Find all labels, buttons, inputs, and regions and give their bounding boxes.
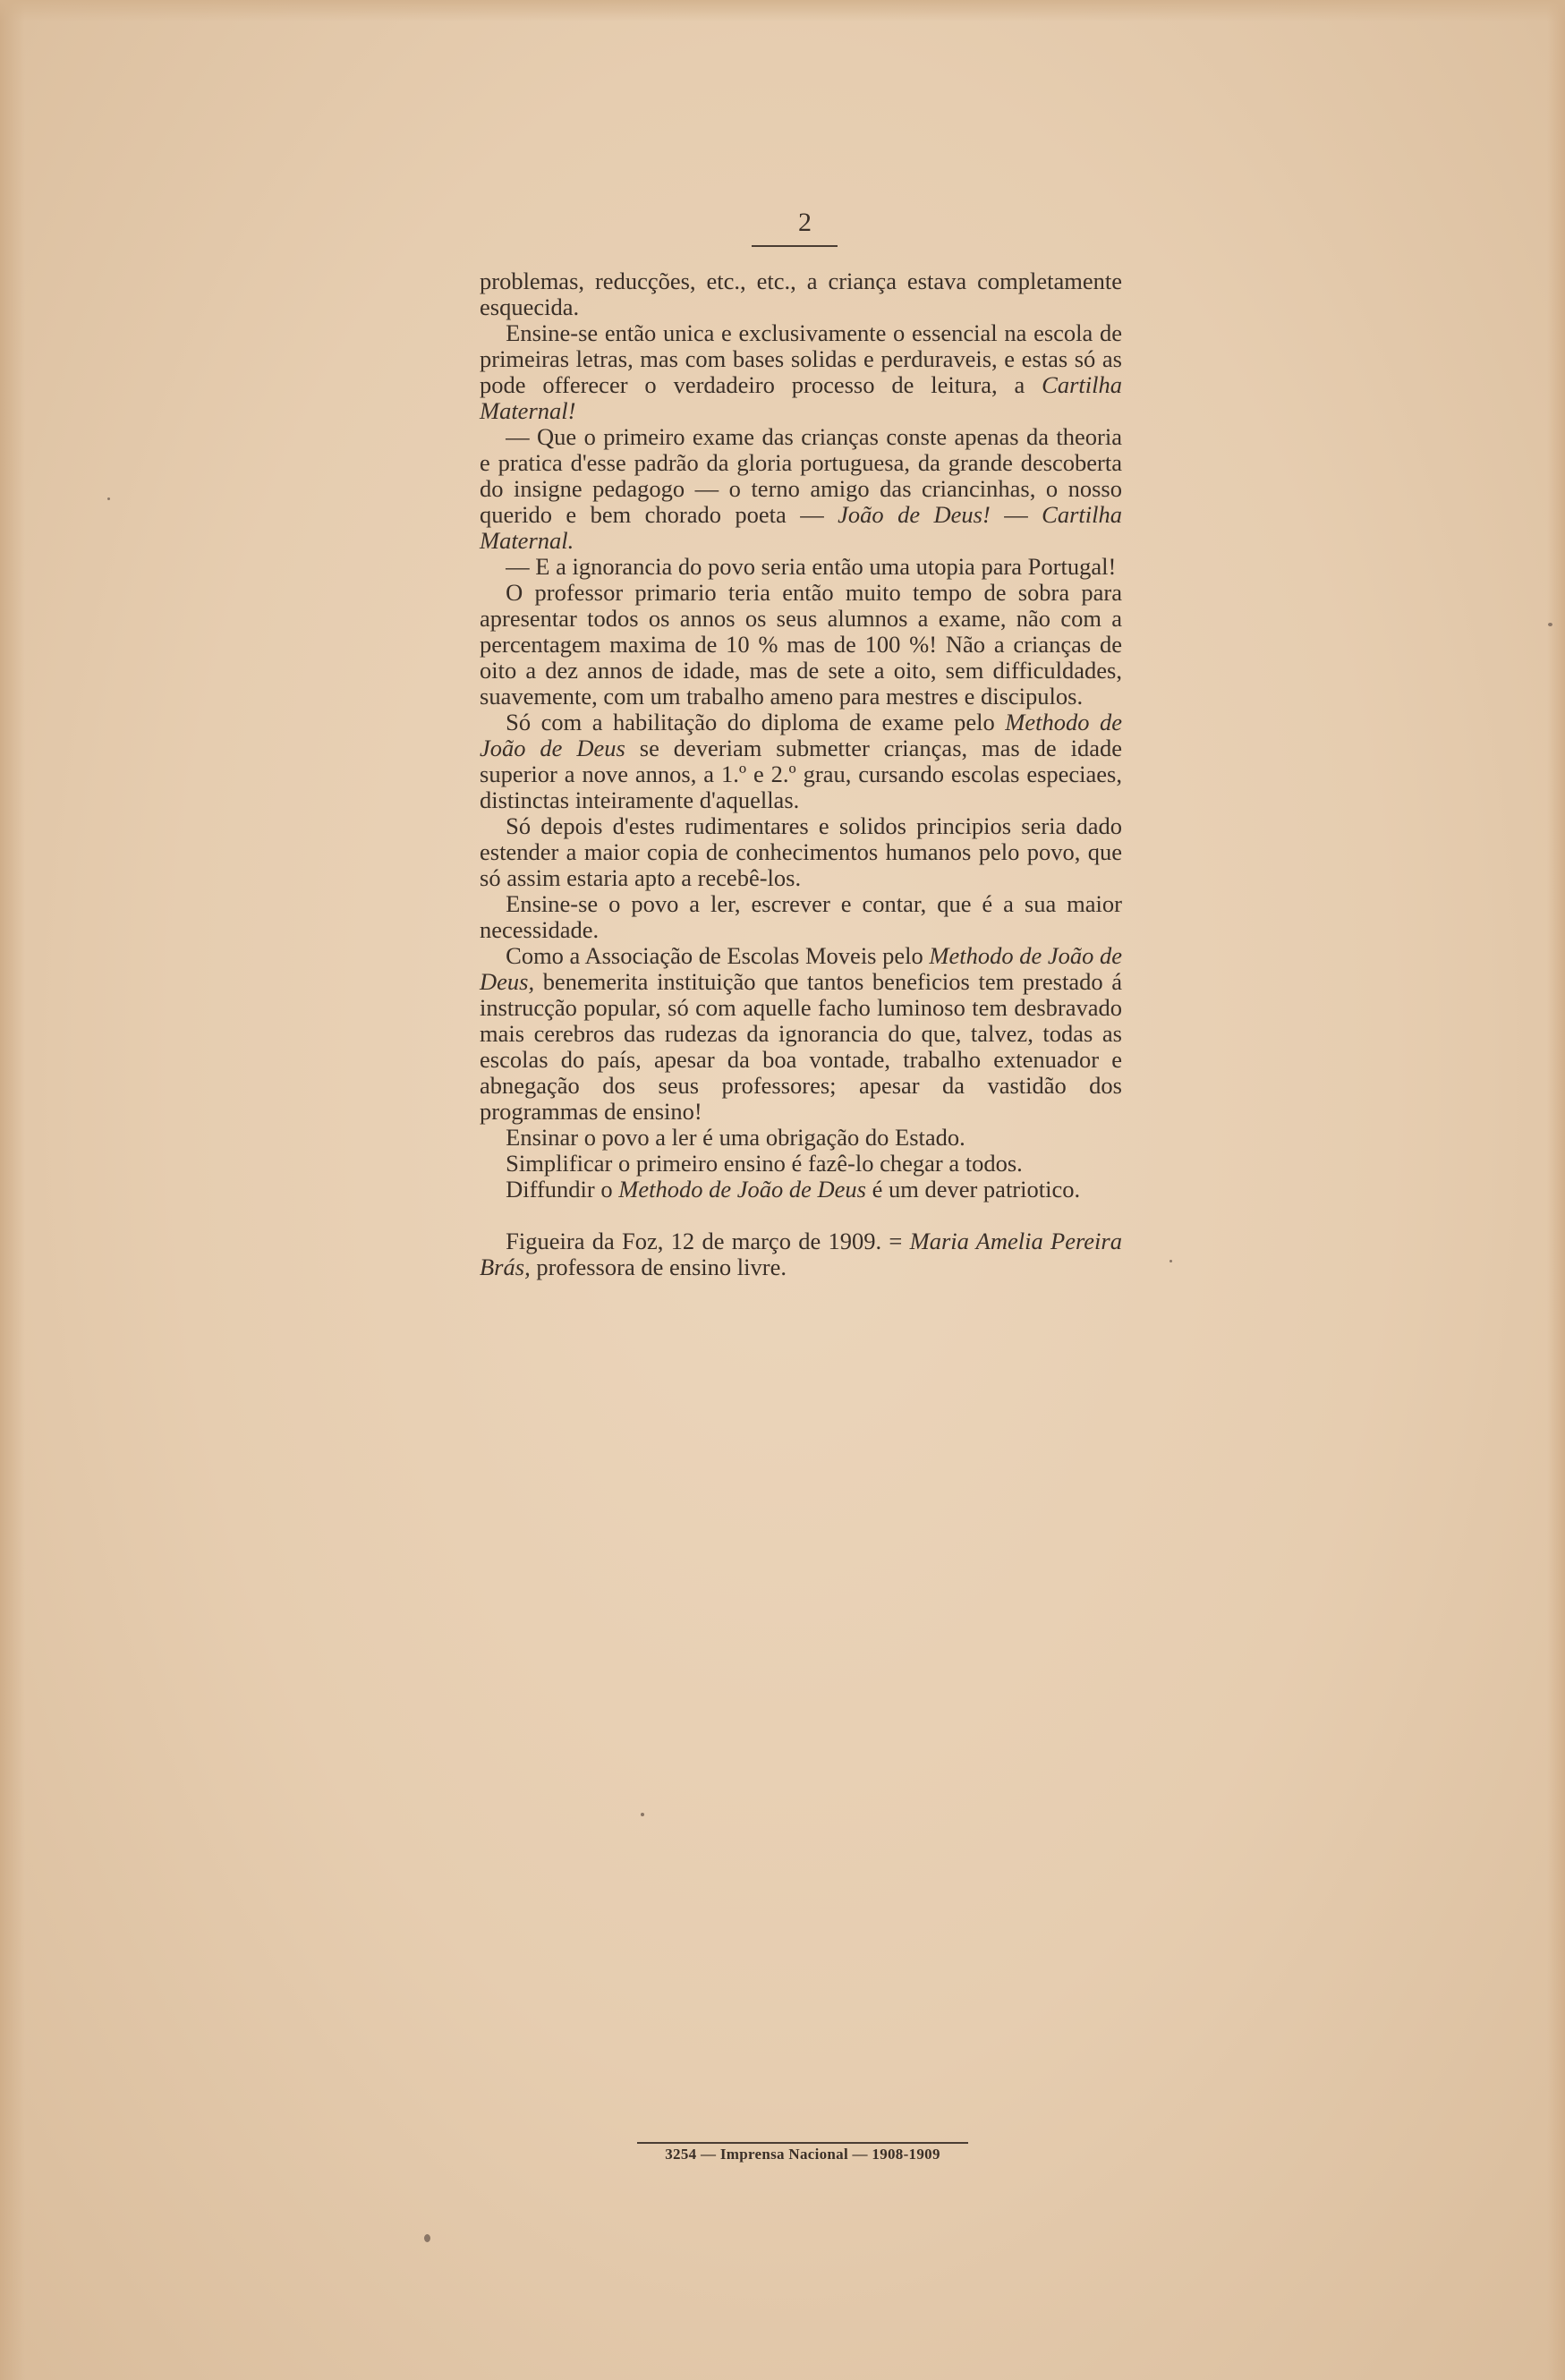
- paragraph-11: Simplificar o primeiro ensino é fazê-lo chegar a todos.: [506, 1150, 1023, 1177]
- paragraph-2: Ensine-se então unica e exclusivamente o essencial na escola de primeiras letras, mas com bases solidas e perduraveis, e estas só as pode offerecer o verdadeiro processo de leitura, a Cartilha Maternal!: [480, 319, 1122, 424]
- paragraph-8: Ensine-se o povo a ler, escrever e contar, que é a sua maior necessidade.: [480, 890, 1122, 943]
- paragraph-1: problemas, reducções, etc., etc., a criança estava completamente esquecida.: [480, 268, 1122, 320]
- emphasis-cartilha-maternal: Cartilha Maternal!: [480, 371, 1122, 424]
- emphasis-joao-de-deus: João de Deus!: [838, 501, 991, 528]
- page-edge-right: [1547, 0, 1565, 2380]
- paper-speck: [107, 497, 110, 500]
- paragraph-10: Ensinar o povo a ler é uma obrigação do Estado.: [506, 1124, 965, 1151]
- paper-speck: [641, 1813, 644, 1816]
- author-name: Maria Amelia Pereira Brás,: [480, 1228, 1122, 1280]
- paragraph-4: — E a ignorancia do povo seria então uma utopia para Portugal!: [506, 553, 1117, 580]
- paper-speck: [424, 2234, 430, 2242]
- author-role: professora de ensino livre.: [530, 1254, 787, 1280]
- emphasis-methodo: Methodo de João de Deus,: [480, 942, 1122, 995]
- emphasis-cartilha-maternal: Cartilha Maternal.: [480, 501, 1122, 554]
- place-date: Figueira da Foz, 12 de março de 1909. =: [506, 1228, 910, 1254]
- body-text: [480, 268, 1122, 1280]
- emphasis-methodo: Methodo de João de Deus: [480, 709, 1122, 761]
- signature-line: [480, 1228, 1122, 1280]
- paper-speck: [1548, 623, 1552, 626]
- footer-rule: [637, 2142, 968, 2144]
- emphasis-methodo: Methodo de João de Deus: [618, 1176, 866, 1203]
- paragraph-6: Só com a habilitação do diploma de exame pelo Methodo de João de Deus se deveriam submetter crianças, mas de idade superior a nove annos, a 1.º e 2.º grau, cursando escolas especiaes, distinctas inteiramente d'aquellas.: [480, 709, 1122, 813]
- paragraph-9: Como a Associação de Escolas Moveis pelo Methodo de João de Deus, benemerita instituição que tantos beneficios tem prestado á instrucção popular, só com aquelle facho luminoso tem desbravado mais cerebros das rudezas da ignorancia do que, talvez, todas as escolas do país, apesar da boa vontade, trabalho extenuador e abnegação dos seus professores; apesar da vastidão dos programmas de ensino!: [480, 942, 1122, 1125]
- page-number: 2: [798, 208, 812, 237]
- paper-speck: [1169, 1260, 1172, 1262]
- printer-imprint: 3254 — Imprensa Nacional — 1908-1909: [665, 2146, 940, 2163]
- page-edge-left: [0, 0, 25, 2380]
- paragraph-3: — Que o primeiro exame das crianças conste apenas da theoria e pratica d'esse padrão da gloria portuguesa, da grande descoberta do insigne pedagogo — o terno amigo das criancinhas, o nosso querido e bem chorado poeta — João de Deus! — Cartilha Maternal.: [480, 423, 1122, 554]
- page-edge-top: [0, 0, 1565, 21]
- paragraph-5: O professor primario teria então muito tempo de sobra para apresentar todos os annos os seus alumnos a exame, não com a percentagem maxima de 10 % mas de 100 %! Não a crianças de oito a dez annos de idade, mas de sete a oito, sem difficuldades, suavemente, com um trabalho ameno para mestres e discipulos.: [480, 579, 1122, 710]
- paragraph-7: Só depois d'estes rudimentares e solidos principios seria dado estender a maior copia de conhecimentos humanos pelo povo, que só assim estaria apto a recebê-los.: [480, 812, 1122, 891]
- paragraph-12: Diffundir o Methodo de João de Deus é um dever patriotico.: [506, 1176, 1081, 1203]
- page-number-rule: [752, 245, 838, 247]
